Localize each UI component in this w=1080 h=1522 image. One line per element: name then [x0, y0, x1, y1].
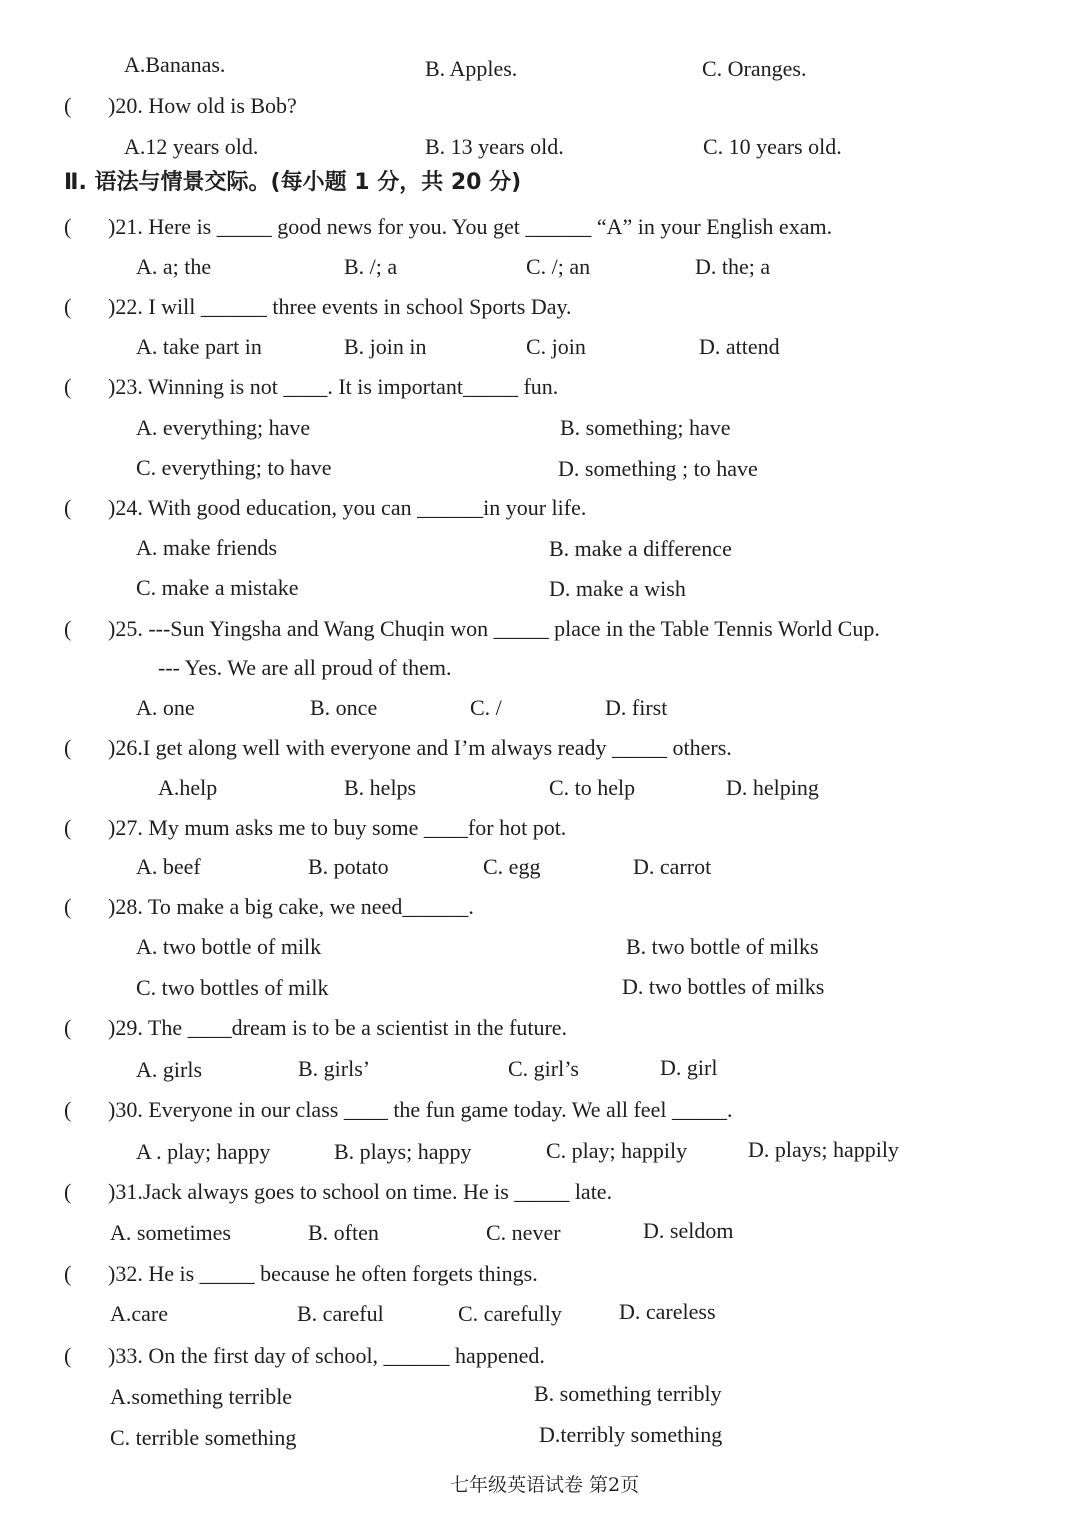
q26-option-d: D. helping — [726, 775, 819, 800]
question-32-text: )32. He is _____ because he often forgets things. — [108, 1261, 538, 1286]
answer-paren: ( — [64, 495, 72, 520]
q25-option-d: D. first — [605, 695, 668, 720]
q21-option-a: A. a; the — [136, 254, 212, 279]
q31-option-a: A. sometimes — [110, 1220, 231, 1245]
question-31-text: )31.Jack always goes to school on time. He is _____ late. — [108, 1179, 613, 1204]
answer-paren: ( — [64, 894, 72, 919]
q32-option-a: A.care — [110, 1301, 169, 1326]
q33-option-a: A.something terrible — [110, 1384, 293, 1409]
question-25-reply: --- Yes. We are all proud of them. — [158, 655, 452, 680]
q24-option-a: A. make friends — [136, 535, 278, 560]
answer-paren: ( — [64, 616, 72, 641]
answer-paren: ( — [64, 815, 72, 840]
q27-option-b: B. potato — [308, 854, 389, 879]
q22-option-d: D. attend — [699, 334, 780, 359]
q30-option-c: C. play; happily — [546, 1138, 688, 1163]
q26-option-a: A.help — [158, 775, 218, 800]
q24-option-d: D. make a wish — [549, 576, 686, 601]
question-27-text: )27. My mum asks me to buy some ____for hot pot. — [108, 815, 567, 840]
q29-option-d: D. girl — [660, 1055, 718, 1080]
answer-paren: ( — [64, 374, 72, 399]
answer-paren: ( — [64, 1343, 72, 1368]
q33-option-b: B. something terribly — [534, 1381, 722, 1406]
question-26-text: )26.I get along well with everyone and I’m always ready _____ others. — [108, 735, 732, 760]
q28-option-d: D. two bottles of milks — [622, 974, 825, 999]
question-20-text: )20. How old is Bob? — [108, 93, 297, 118]
answer-paren: ( — [64, 1097, 72, 1122]
q27-option-d: D. carrot — [633, 854, 712, 879]
q27-option-a: A. beef — [136, 854, 201, 879]
q31-option-c: C. never — [486, 1220, 561, 1245]
answer-paren: ( — [64, 294, 72, 319]
q21-option-c: C. /; an — [526, 254, 591, 279]
q33-option-d: D.terribly something — [539, 1422, 723, 1447]
q31-option-b: B. often — [308, 1220, 379, 1245]
q28-option-b: B. two bottle of milks — [626, 934, 819, 959]
q25-option-c: C. / — [470, 695, 502, 720]
q29-option-a: A. girls — [136, 1057, 202, 1082]
q24-option-c: C. make a mistake — [136, 575, 299, 600]
section-title: Ⅱ. 语法与情景交际。(每小题 1 分，共 20 分) — [64, 170, 522, 195]
question-28-text: )28. To make a big cake, we need______. — [108, 894, 474, 919]
q26-option-c: C. to help — [549, 775, 636, 800]
answer-paren: ( — [64, 1015, 72, 1040]
q32-option-c: C. carefully — [458, 1301, 562, 1326]
q22-option-a: A. take part in — [136, 334, 262, 359]
q28-option-c: C. two bottles of milk — [136, 975, 329, 1000]
answer-paren: ( — [64, 1179, 72, 1204]
q19-option-c: C. Oranges. — [702, 56, 807, 81]
question-24-text: )24. With good education, you can ______in your life. — [108, 495, 587, 520]
q21-option-b: B. /; a — [344, 254, 398, 279]
q32-option-b: B. careful — [297, 1301, 384, 1326]
question-25-text: )25. ---Sun Yingsha and Wang Chuqin won _____ place in the Table Tennis World Cup. — [108, 616, 880, 641]
q30-option-a: A . play; happy — [136, 1139, 271, 1164]
q21-option-d: D. the; a — [695, 254, 771, 279]
q26-option-b: B. helps — [344, 775, 417, 800]
q33-option-c: C. terrible something — [110, 1425, 297, 1450]
q23-option-b: B. something; have — [560, 415, 731, 440]
question-29-text: )29. The ____dream is to be a scientist in the future. — [108, 1015, 568, 1040]
q19-option-a: A.Bananas. — [124, 52, 226, 77]
q19-option-b: B. Apples. — [425, 56, 518, 81]
question-33-text: )33. On the first day of school, ______ happened. — [108, 1343, 545, 1368]
q25-option-a: A. one — [136, 695, 195, 720]
answer-paren: ( — [64, 735, 72, 760]
answer-paren: ( — [64, 1261, 72, 1286]
answer-paren: ( — [64, 93, 72, 118]
q23-option-c: C. everything; to have — [136, 455, 332, 480]
q22-option-c: C. join — [526, 334, 586, 359]
q27-option-c: C. egg — [483, 854, 541, 879]
q23-option-d: D. something ; to have — [558, 456, 758, 481]
q30-option-b: B. plays; happy — [334, 1139, 472, 1164]
question-23-text: )23. Winning is not ____. It is important_____ fun. — [108, 374, 559, 399]
q25-option-b: B. once — [310, 695, 378, 720]
page-footer: 七年级英语试卷 第2页 — [450, 1474, 640, 1496]
q29-option-b: B. girls’ — [298, 1056, 371, 1081]
q32-option-d: D. careless — [619, 1299, 716, 1324]
q22-option-b: B. join in — [344, 334, 427, 359]
q31-option-d: D. seldom — [643, 1218, 734, 1243]
q24-option-b: B. make a difference — [549, 536, 732, 561]
q23-option-a: A. everything; have — [136, 415, 311, 440]
q29-option-c: C. girl’s — [508, 1056, 579, 1081]
q20-option-c: C. 10 years old. — [703, 134, 842, 159]
q28-option-a: A. two bottle of milk — [136, 934, 322, 959]
question-21-text: )21. Here is _____ good news for you. You get ______ “A” in your English exam. — [108, 214, 833, 239]
q20-option-a: A.12 years old. — [124, 134, 259, 159]
answer-paren: ( — [64, 214, 72, 239]
question-22-text: )22. I will ______ three events in school Sports Day. — [108, 294, 572, 319]
q20-option-b: B. 13 years old. — [425, 134, 564, 159]
q30-option-d: D. plays; happily — [748, 1137, 899, 1162]
question-30-text: )30. Everyone in our class ____ the fun game today. We all feel _____. — [108, 1097, 733, 1122]
